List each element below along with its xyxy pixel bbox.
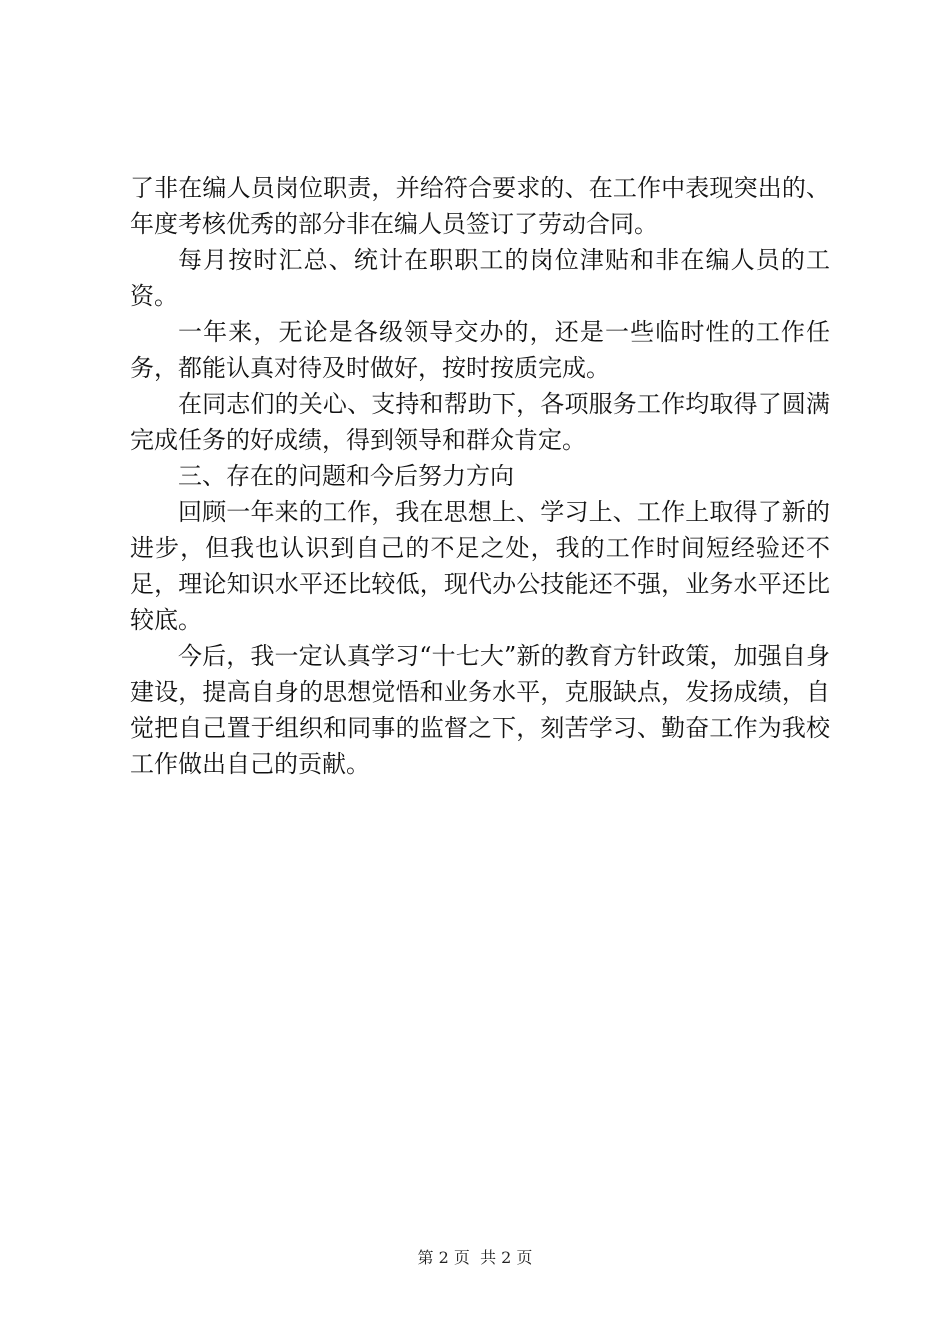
paragraph-1: 了非在编人员岗位职责，并给符合要求的、在工作中表现突出的、年度考核优秀的部分非在编人员签订了劳动合同。 [130, 174, 830, 238]
paragraph-6: 今后，我一定认真学习“十七大”新的教育方针政策，加强自身建设，提高自身的思想觉悟和业务水平，克服缺点，发扬成绩，自觉把自己置于组织和同事的监督之下，刻苦学习、勤奋工作为我校工作做出自己的贡献。 [130, 642, 830, 778]
page-footer: 第 2 页 共 2 页 [417, 1248, 533, 1267]
paragraph-3: 一年来，无论是各级领导交办的，还是一些临时性的工作任务，都能认真对待及时做好，按时按质完成。 [130, 318, 830, 382]
paragraph-4: 在同志们的关心、支持和帮助下，各项服务工作均取得了圆满完成任务的好成绩，得到领导和群众肯定。 [130, 390, 830, 454]
paragraph-5: 回顾一年来的工作，我在思想上、学习上、工作上取得了新的进步，但我也认识到自己的不足之处，我的工作时间短经验还不足，理论知识水平还比较低，现代办公技能还不强，业务水平还比较底。 [130, 498, 830, 634]
section-heading: 三、存在的问题和今后努力方向 [178, 462, 514, 490]
paragraph-2: 每月按时汇总、统计在职职工的岗位津贴和非在编人员的工资。 [130, 246, 830, 310]
document-body [130, 170, 830, 782]
